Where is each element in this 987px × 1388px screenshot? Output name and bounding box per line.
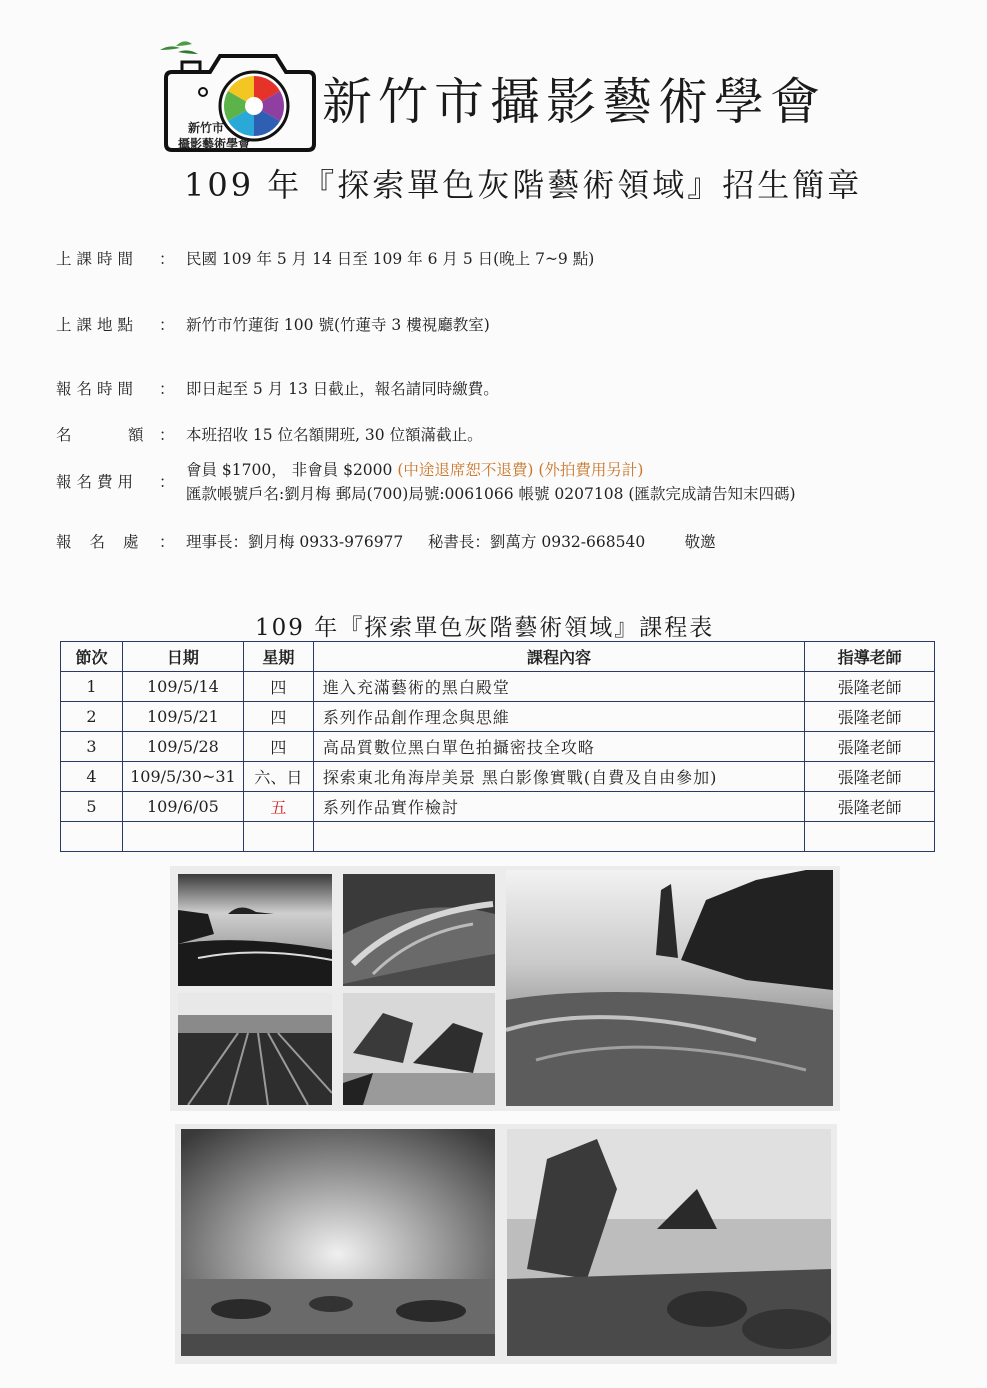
cell-no: 1: [61, 672, 123, 702]
photo-sand-pattern: [343, 874, 495, 986]
info-label: 額: [128, 426, 144, 444]
society-logo: [158, 40, 318, 158]
cell-date: 109/5/28: [122, 732, 243, 762]
photo-jagged-rocks: [343, 993, 495, 1105]
photo-beach-island: [178, 874, 332, 986]
cell-date: 109/6/05: [122, 792, 243, 822]
cell-teacher: 張隆老師: [805, 792, 935, 822]
info-value: 理事長：劉月梅 0933-976977 秘書長：劉萬方 0932-668540 敬邀: [186, 533, 716, 551]
info-label: 報名處: [56, 533, 157, 551]
col-header: 課程內容: [313, 642, 804, 672]
cell-no: 2: [61, 702, 123, 732]
info-value: 新竹市竹蓮街 100 號(竹蓮寺 3 樓視廳教室): [186, 316, 490, 334]
cell-teacher: 張隆老師: [805, 732, 935, 762]
col-header: 日期: [122, 642, 243, 672]
cell-date: 109/5/21: [122, 702, 243, 732]
bank-account: 匯款帳號戶名:劉月梅 郵局(700)局號:0061066 帳號 0207108 (匯款完成請告知末四碼): [186, 485, 796, 503]
cell-content: 系列作品實作檢討: [313, 792, 804, 822]
cell-day: 四: [243, 702, 313, 732]
info-value: 即日起至 5 月 13 日截止，報名請同時繳費。: [186, 380, 499, 398]
logo-text-line2: 攝影藝術學會: [178, 137, 251, 151]
cell-teacher: 張隆老師: [805, 762, 935, 792]
cell-teacher: 張隆老師: [805, 672, 935, 702]
col-header: 節次: [61, 642, 123, 672]
cell-content: 進入充滿藝術的黑白殿堂: [313, 672, 804, 702]
cell-day: 五: [243, 792, 313, 822]
cell-content: 高品質數位黑白單色拍攝密技全攻略: [313, 732, 804, 762]
col-header: 指導老師: [805, 642, 935, 672]
schedule-table: [60, 641, 935, 852]
col-header: 星期: [243, 642, 313, 672]
cell-no: 5: [61, 792, 123, 822]
logo-text-line1: 新竹市: [188, 121, 225, 135]
table-header-row: [61, 642, 935, 672]
flyer-page: 新竹市 攝影藝術學會 新竹市攝影藝術學會 109 年『探索單色灰階藝術領域』招生簡章 上課時間 ： 民國 109 年 5 月 14 日至 109 年 6 月 5 日(晚上 7~9 點) 上課地點 ： 新竹市竹蓮街 100 號(竹蓮寺 3 樓視廳教室) 報名時間 ： 即日起至 5 月 13 日截止，報名請同時繳費。 名 額 ： 本班招收 15 位名額開班, 30 位額滿截止。 報名費用 ： 會員 $1700， 非會員 $2000 (中途退席恕不退費) (外拍費用另計) 匯款帳號戶名:劉月梅 郵局(700)局號:0061066 帳號 0207108 (匯款完成請告知末四碼) 報名處 ： 理事長：劉月梅 0933-976977 秘書長：劉萬方 0932-668540 敬邀 109 年『探索單色灰階藝術領域』課程表 節次 日期 星期 課程內容 指導老師 1 109/5/14 四 進入充滿藝術的黑白殿堂 張隆老師 2 109/5/21 四 系列作品創作理念與思維 張隆老師 3 109/5/28 四 高品質數位黑白單色拍攝密技全攻略 張隆老師 4 109/5/30~31 六、日 探索東北角海岸美景 黑白影像實戰(自費及自由參加) 張隆老師 5 109/6/05 五 系列作品實作檢討 張隆老師: [0, 0, 987, 1388]
schedule-title: 109 年『探索單色灰階藝術領域』課程表: [255, 615, 715, 641]
table-row: [61, 702, 935, 732]
photo-cloudy-sea: [181, 1129, 495, 1356]
table-row-empty: [61, 822, 935, 852]
photo-sea-stack: [506, 870, 833, 1106]
cell-teacher: 張隆老師: [805, 702, 935, 732]
table-row: [61, 672, 935, 702]
table-row: [61, 762, 935, 792]
photo-wave-streaks: [178, 993, 332, 1105]
cell-date: 109/5/14: [122, 672, 243, 702]
info-label: 上課地點: [56, 316, 139, 334]
info-label: 上課時間: [56, 250, 139, 268]
table-row: [61, 732, 935, 762]
cell-content: 探索東北角海岸美景 黑白影像實戰(自費及自由參加): [313, 762, 804, 792]
info-value: 本班招收 15 位名額開班, 30 位額滿截止。: [186, 426, 483, 444]
cell-day: 六、日: [243, 762, 313, 792]
info-label: 報名時間: [56, 380, 139, 398]
cell-content: 系列作品創作理念與思維: [313, 702, 804, 732]
cell-no: 3: [61, 732, 123, 762]
info-label: 名: [56, 426, 72, 444]
cell-no: 4: [61, 762, 123, 792]
table-row: [61, 792, 935, 822]
info-label: 報名費用: [56, 473, 139, 491]
photo-rocky-shore: [507, 1129, 831, 1356]
org-name: 新竹市攝影藝術學會: [322, 73, 826, 131]
info-value: 民國 109 年 5 月 14 日至 109 年 6 月 5 日(晚上 7~9 點): [186, 250, 595, 268]
cell-date: 109/5/30~31: [122, 762, 243, 792]
cell-day: 四: [243, 732, 313, 762]
page-title: 109 年『探索單色灰階藝術領域』招生簡章: [184, 166, 863, 204]
fee-amounts: 會員 $1700， 非會員 $2000: [186, 461, 393, 479]
fee-note: (中途退席恕不退費) (外拍費用另計): [397, 461, 644, 479]
cell-day: 四: [243, 672, 313, 702]
